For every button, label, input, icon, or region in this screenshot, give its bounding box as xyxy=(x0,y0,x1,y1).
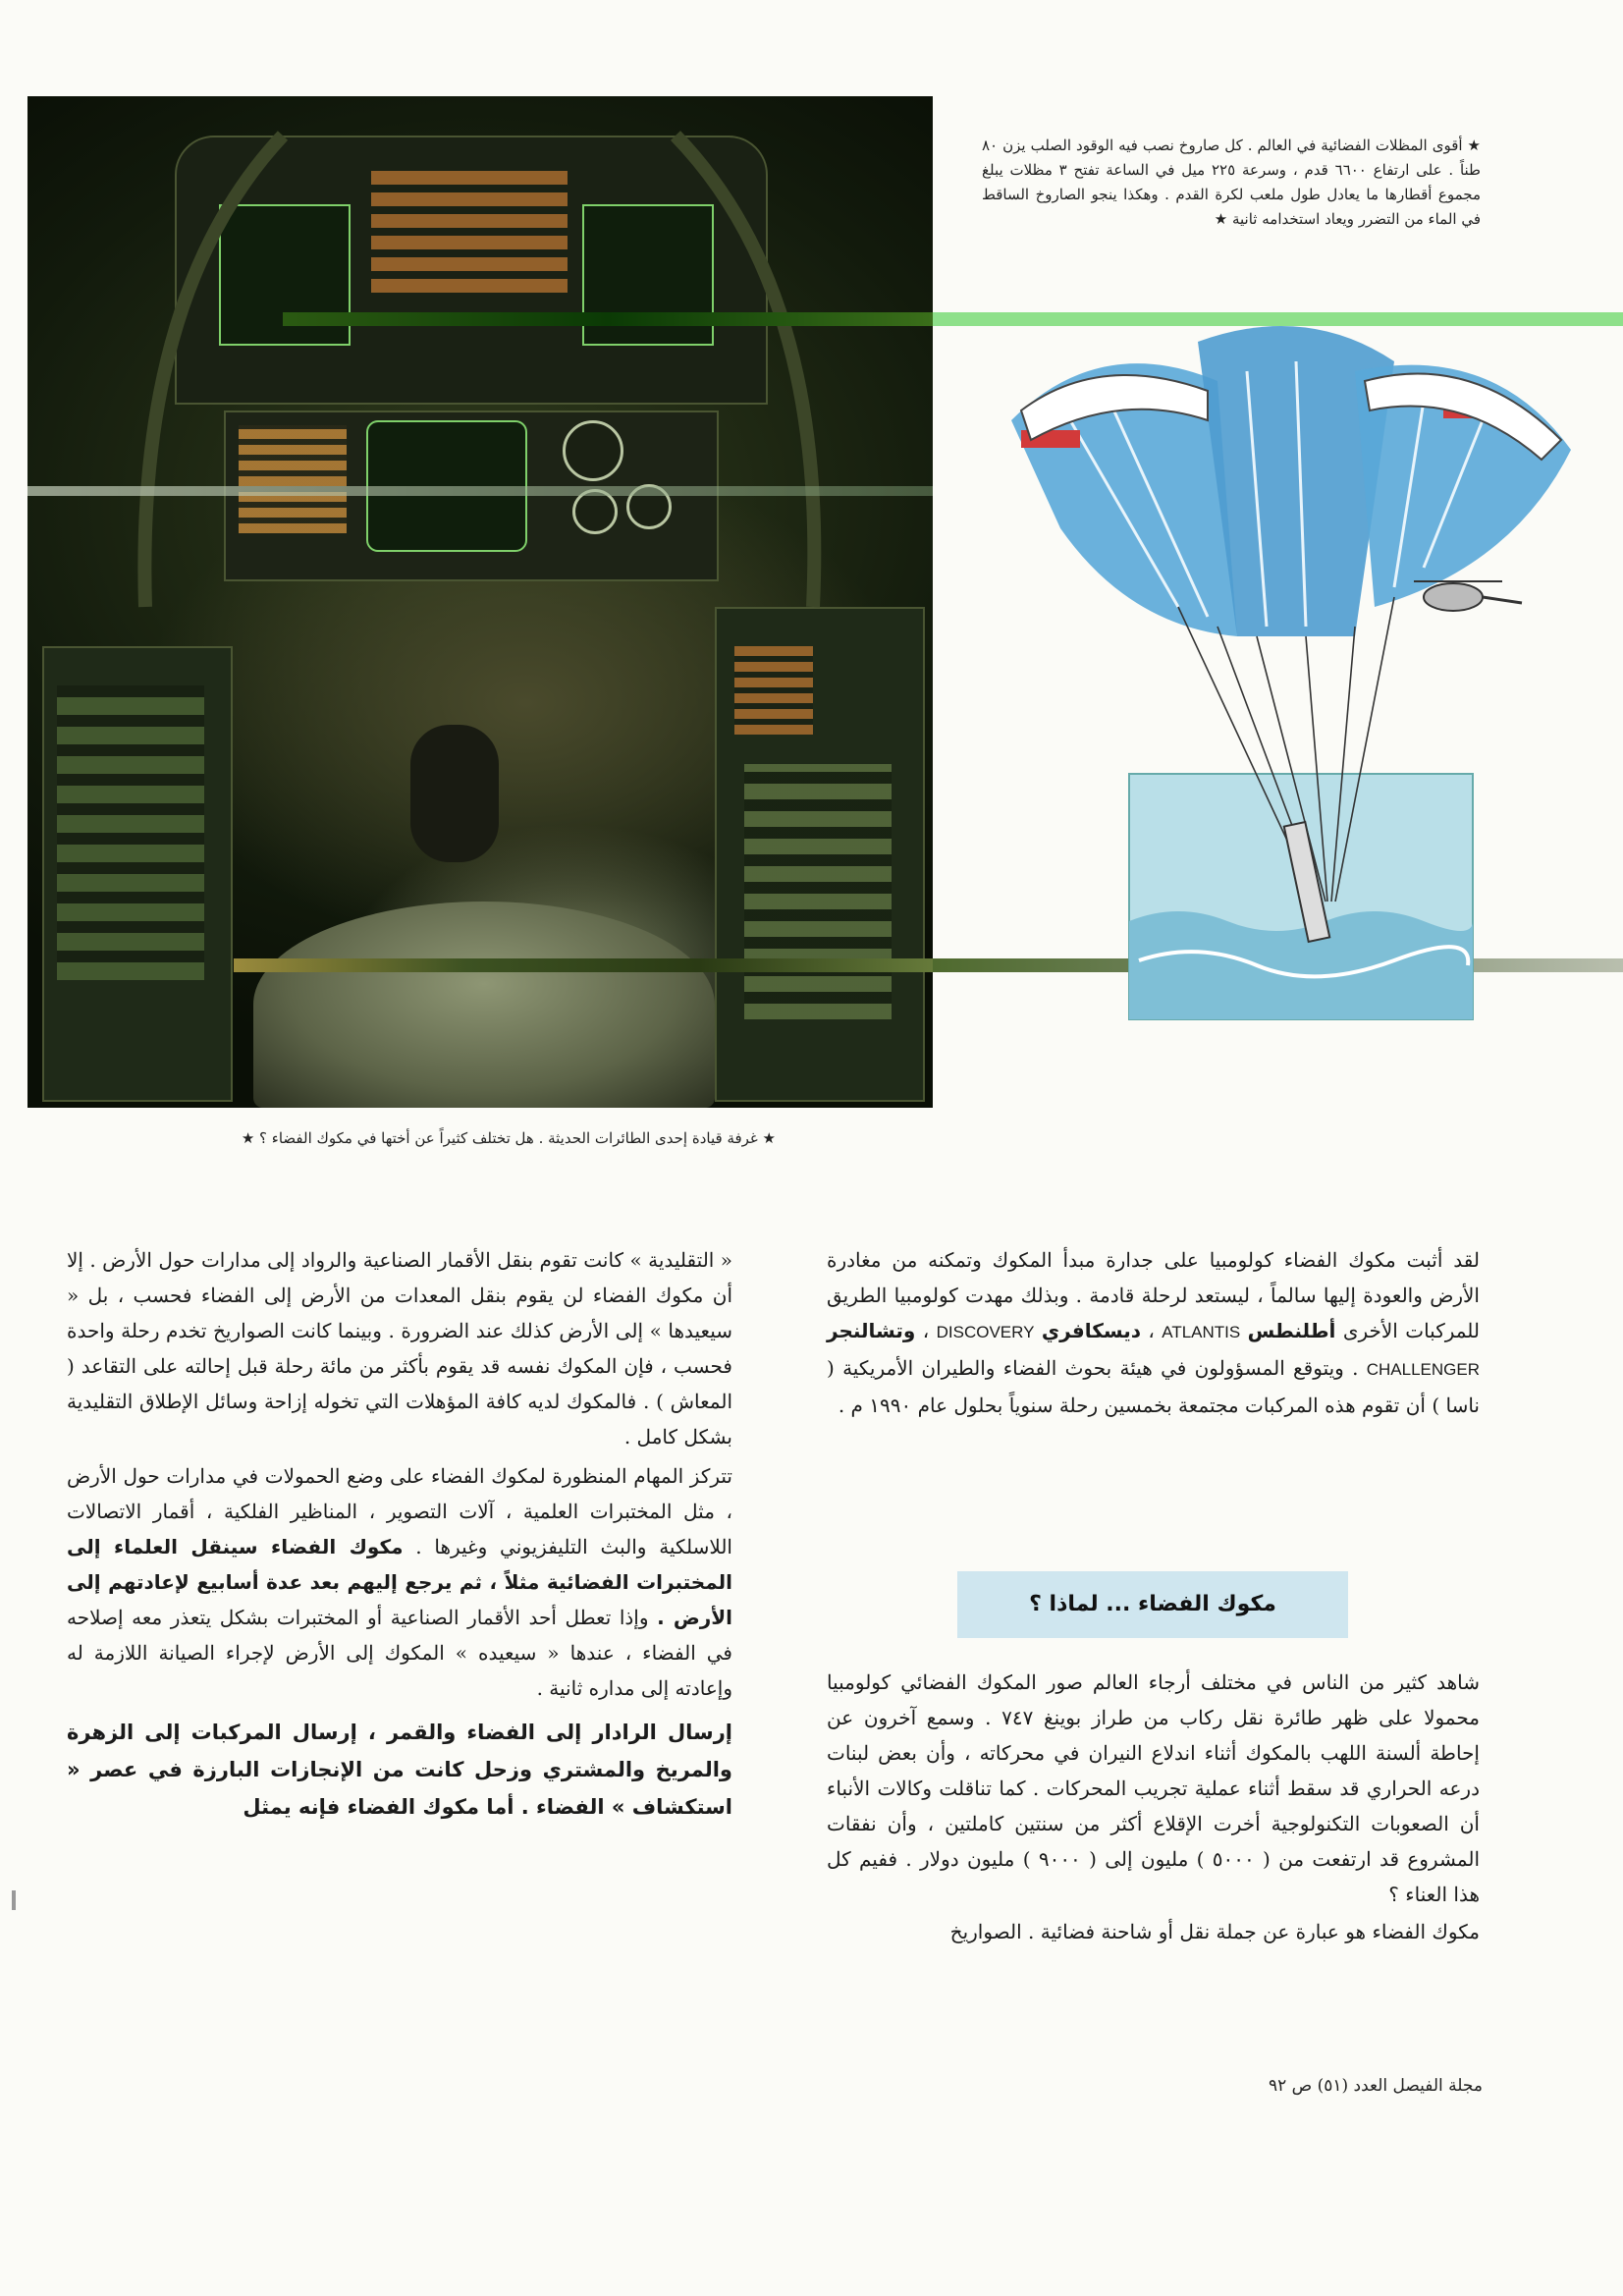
cockpit-photo xyxy=(27,96,933,1108)
margin-mark xyxy=(12,1890,16,1910)
challenger-en: CHALLENGER xyxy=(1366,1360,1480,1379)
glitch-band-3 xyxy=(234,958,933,972)
challenger-ar: وتشالنجر xyxy=(827,1319,916,1342)
atlantis-en: ATLANTIS xyxy=(1162,1323,1241,1341)
glitch-band-2 xyxy=(27,486,933,496)
section-heading: مكوك الفضاء ... لماذا ؟ xyxy=(957,1571,1348,1638)
illustration-caption: ★ أقوى المظلات الفضائية في العالم . كل صاروخ نصب فيه الوقود الصلب يزن ٨٠ طناً . على ارتفاع ٦٦٠٠ قدم ، وسرعة ٢٢٥ ميل في الساعة تفتح ٣ مظلات يبلغ مجموع أقطارها ما يعادل طول ملعب لكرة القدم . وهكذا ينجو الصاروخ الساقط في الماء من التضرر ويعاد استخدامه ثانية ★ xyxy=(982,137,1481,228)
canopy-frame xyxy=(27,96,933,1108)
photo-caption: ★ غرفة قيادة إحدى الطائرات الحديثة . هل تختلف كثيراً عن أختها في مكوك الفضاء ؟ ★ xyxy=(241,1129,776,1147)
discovery-en: DISCOVERY xyxy=(936,1323,1035,1341)
discovery-ar: ديسكافري xyxy=(1041,1319,1141,1342)
left-paragraph-2: تتركز المهام المنظورة لمكوك الفضاء على وضع الحمولات في مدارات حول الأرض ، مثل المختبرات العلمية ، آلات التصوير ، المناظير الفلكية ، أقمار الاتصالات اللاسلكية والبث التليفزيوني وغيرها . مكوك الفضاء سينقل العلماء إلى المختبرات الفضائية مثلاً ، ثم يرجع إليهم بعد عدة أسابيع لإعادتهم إلى الأرض . وإذا تعطل أحد الأقمار الصناعية أو المختبرات بشكل يتعذر معه إصلاحه في الفضاء ، عندها « سيعيده » المكوك إلى الأرض لإجراء الصيانة اللازمة له وإعادته إلى مداره ثانية . xyxy=(67,1464,732,1700)
glitch-band-1 xyxy=(283,312,933,326)
left-column xyxy=(67,1242,732,1826)
atlantis-ar: أطلنطس xyxy=(1247,1319,1336,1342)
right-paragraph-1: لقد أثبت مكوك الفضاء كولومبيا على جدارة مبدأ المكوك وتمكنه من مغادرة الأرض والعودة إليها سالماً ، ليستعد لرحلة قادمة . وبذلك مهدت كولومبيا الطريق للمركبات الأخرى أطلنطس ATLANTIS ، ديسكافري DISCOVERY ، وتشالنجر CHALLENGER . ويتوقع المسؤولون في هيئة بحوث الفضاء والطيران الأمريكية ( ناسا ) أن تقوم هذه المركبات مجتمعة بخمسين رحلة سنوياً بحلول عام ١٩٩٠ م . xyxy=(827,1248,1481,1417)
page-footer: مجلة الفيصل العدد (٥١) ص ٩٢ xyxy=(1268,2076,1483,2096)
parachute-illustration xyxy=(982,312,1591,1039)
left-paragraph-2-bold: مكوك الفضاء سينقل العلماء إلى المختبرات الفضائية مثلاً ، ثم يرجع إليهم بعد عدة أسابيع لإعادتهم إلى الأرض . xyxy=(67,1535,732,1629)
left-paragraph-1: « التقليدية » كانت تقوم بنقل الأقمار الصناعية والرواد إلى مدارات حول الأرض . إلا أن مكوك الفضاء لن يقوم بنقل المعدات من الأرض إلى الفضاء فحسب ، بل « سيعيدها » إلى الأرض كذلك عند الضرورة . وبينما كانت الصواريخ تخدم رحلة واحدة فحسب ، فإن المكوك نفسه قد يقوم بأكثر من مائة رحلة قبل إحالته على التقاعد ( المعاش ) . فالمكوك لديه كافة المؤهلات التي تخوله إزاحة وسائل الإطلاق التقليدية بشكل كامل . xyxy=(67,1248,732,1449)
right-paragraph-2: شاهد كثير من الناس في مختلف أرجاء العالم صور المكوك الفضائي كولومبيا محمولا على ظهر طائرة نقل ركاب من طراز بوينغ ٧٤٧ . وسمع آخرون عن إحاطة ألسنة اللهب بالمكوك أثناء اندلاع النيران في محركاته ، وأن بعض لبنات درعه الحراري قد سقط أثناء عملية تجريب المحركات . كما تناقلت وكالات الأنباء أن الصعوبات التكنولوجية أخرت الإقلاع أكثر من سنتين كاملتين ، وأن نفقات المشروع قد ارتفعت من ( ٥٠٠٠ ) مليون إلى ( ٩٠٠٠ ) مليون دولار . ففيم كل هذا العناء ؟ xyxy=(827,1670,1481,1906)
right-paragraph-3: مكوك الفضاء هو عبارة عن جملة نقل أو شاحنة فضائية . الصواريخ xyxy=(949,1920,1480,1943)
right-column-lower xyxy=(827,1665,1480,1949)
left-paragraph-3: إرسال الرادار إلى الفضاء والقمر ، إرسال المركبات إلى الزهرة والمريخ والمشتري وزحل كانت من الإنجازات البارزة في عصر « استكشاف » الفضاء . أما مكوك الفضاء فإنه يمثل xyxy=(67,1721,732,1819)
right-column xyxy=(827,1242,1480,1423)
